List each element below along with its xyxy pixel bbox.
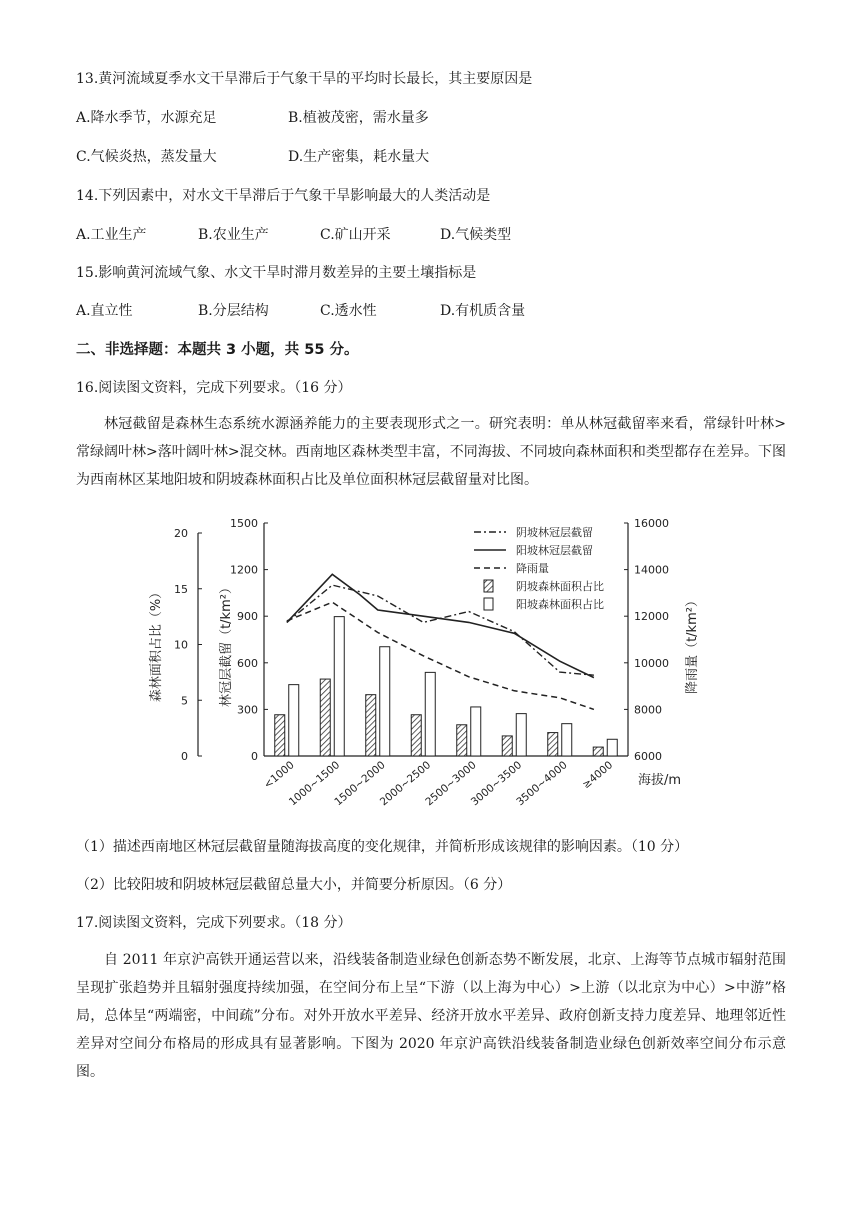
q16-passage: 林冠截留是森林生态系统水源涵养能力的主要表现形式之一。研究表明：单从林冠截留率来看，常绿针叶林>常绿阔叶林>落叶阔叶林>混交林。西南地区森林类型丰富，不同海拔、不同坡向森林面积和类型都存在差异。下图为西南林区某地阳坡和阴坡森林面积占比及单位面积林冠层截留量对比图。 [76, 416, 786, 488]
rain-tick-label: 12000 [634, 610, 669, 624]
q13-stem: 13.黄河流域夏季水文干旱滞后于气象干旱的平均时长最长，其主要原因是 [76, 71, 533, 87]
area-tick-label: 5 [181, 694, 188, 708]
rain-tick-label: 8000 [634, 703, 662, 717]
legend-shady-area-swatch [484, 580, 493, 592]
sunny-area-bar [380, 647, 390, 756]
q14-option-d: D.气候类型 [440, 227, 512, 243]
sunny-area-bar [516, 714, 526, 756]
sunny-area-bar [471, 707, 481, 756]
interception-axis-title: 林冠层截留（t/km²） [219, 581, 234, 707]
legend-shady-area-label: 阴坡森林面积占比 [516, 580, 604, 593]
sunny-area-bar [425, 672, 435, 756]
shady-area-bar [366, 695, 376, 756]
x-category-label: 2500~3000 [423, 759, 479, 808]
q17-passage: 自 2011 年京沪高铁开通运营以来，沿线装备制造业绿色创新态势不断发展，北京、上海等节点城市辐射范围呈现扩张趋势并且辐射强度持续加强，在空间分布上呈“下游（以上海为中心）>上游（以北京为中心）>中游”格局，总体呈“两端密，中间疏”分布。对外开放水平差异、经济开放水平差异、政府创新支持力度差异、地理邻近性差异对空间分布格局的形成具有显著影响。下图为 2020 年京沪高铁沿线装备制造业绿色创新效率空间分布示意图。 [76, 952, 786, 1080]
interception-tick-label: 300 [237, 703, 258, 717]
shady-area-bar [457, 725, 467, 756]
x-category-label: 1500~2000 [332, 759, 388, 808]
x-category-label: ≥4000 [580, 759, 616, 792]
interception-tick-label: 0 [251, 750, 258, 763]
interception-tick-label: 1200 [230, 563, 258, 577]
q13-option-a: A.降水季节，水源充足 [76, 110, 217, 126]
area-tick-label: 20 [174, 527, 188, 540]
q15-option-c: C.透水性 [320, 303, 377, 319]
legend-sunny-area-swatch [484, 598, 493, 610]
sunny-area-bar [607, 739, 617, 756]
interception-tick-label: 600 [237, 656, 258, 670]
q13-option-d: D.生产密集，耗水量大 [288, 149, 430, 165]
rain-tick-label: 14000 [634, 563, 669, 577]
area-tick-label: 15 [174, 582, 188, 596]
shady-area-bar [502, 736, 512, 756]
q14-option-b: B.农业生产 [198, 227, 269, 243]
shady-area-bar [275, 715, 285, 756]
interception-tick-label: 1500 [230, 517, 258, 530]
x-category-label: 3000~3500 [468, 759, 525, 808]
q16-stem: 16.阅读图文资料，完成下列要求。（16 分） [76, 380, 352, 396]
q13-option-b: B.植被茂密，需水量多 [288, 110, 429, 126]
sunny-area-bar [334, 617, 344, 756]
q13-option-c: C.气候炎热，蒸发量大 [76, 149, 217, 165]
shady-area-bar [593, 747, 603, 756]
area-tick-label: 0 [181, 750, 188, 763]
q16-sub1: （1）描述西南地区林冠层截留量随海拔高度的变化规律，并简析形成该规律的影响因素。（10 分） [76, 839, 689, 855]
q15-option-a: A.直立性 [76, 303, 133, 319]
q15-stem: 15.影响黄河流域气象、水文干旱时滞月数差异的主要土壤指标是 [76, 265, 477, 281]
sunny-area-bar [562, 724, 572, 756]
rain-axis-title: 降雨量（t/km²） [685, 594, 700, 694]
x-category-label: <1000 [261, 759, 297, 792]
rain-tick-label: 6000 [634, 750, 662, 763]
rain-tick-label: 10000 [634, 656, 669, 670]
q14-stem: 14.下列因素中，对水文干旱滞后于气象干旱影响最大的人类活动是 [76, 188, 491, 204]
shady-area-bar [320, 679, 330, 756]
legend-shady-interception-label: 阴坡林冠层截留 [516, 526, 593, 539]
area-axis-title: 森林面积占比（%） [149, 585, 164, 703]
q17-stem: 17.阅读图文资料，完成下列要求。（18 分） [76, 915, 352, 931]
q16-sub2: （2）比较阳坡和阴坡林冠层截留总量大小，并简要分析原因。（6 分） [76, 877, 512, 893]
section-2-heading: 二、非选择题：本题共 3 小题，共 55 分。 [76, 342, 359, 358]
legend-sunny-area-label: 阳坡森林面积占比 [516, 598, 604, 611]
q14-option-c: C.矿山开采 [320, 227, 391, 243]
shady-area-bar [411, 715, 421, 756]
rain-tick-label: 16000 [634, 517, 669, 530]
legend-rainfall-label: 降雨量 [516, 562, 549, 575]
q14-option-a: A.工业生产 [76, 227, 147, 243]
x-category-label: 3500~4000 [514, 759, 570, 808]
sunny-area-bar [289, 685, 299, 756]
interception-tick-label: 900 [237, 610, 258, 624]
x-category-label: 2000~2500 [377, 759, 434, 808]
area-tick-label: 10 [174, 638, 188, 652]
x-category-label: 1000~1500 [286, 759, 343, 808]
shady-area-bar [548, 733, 558, 756]
forest-interception-chart [140, 508, 720, 808]
x-axis-title: 海拔/m [638, 773, 682, 788]
q15-option-b: B.分层结构 [198, 303, 269, 319]
legend-sunny-interception-label: 阳坡林冠层截留 [516, 544, 593, 557]
q15-option-d: D.有机质含量 [440, 303, 526, 319]
